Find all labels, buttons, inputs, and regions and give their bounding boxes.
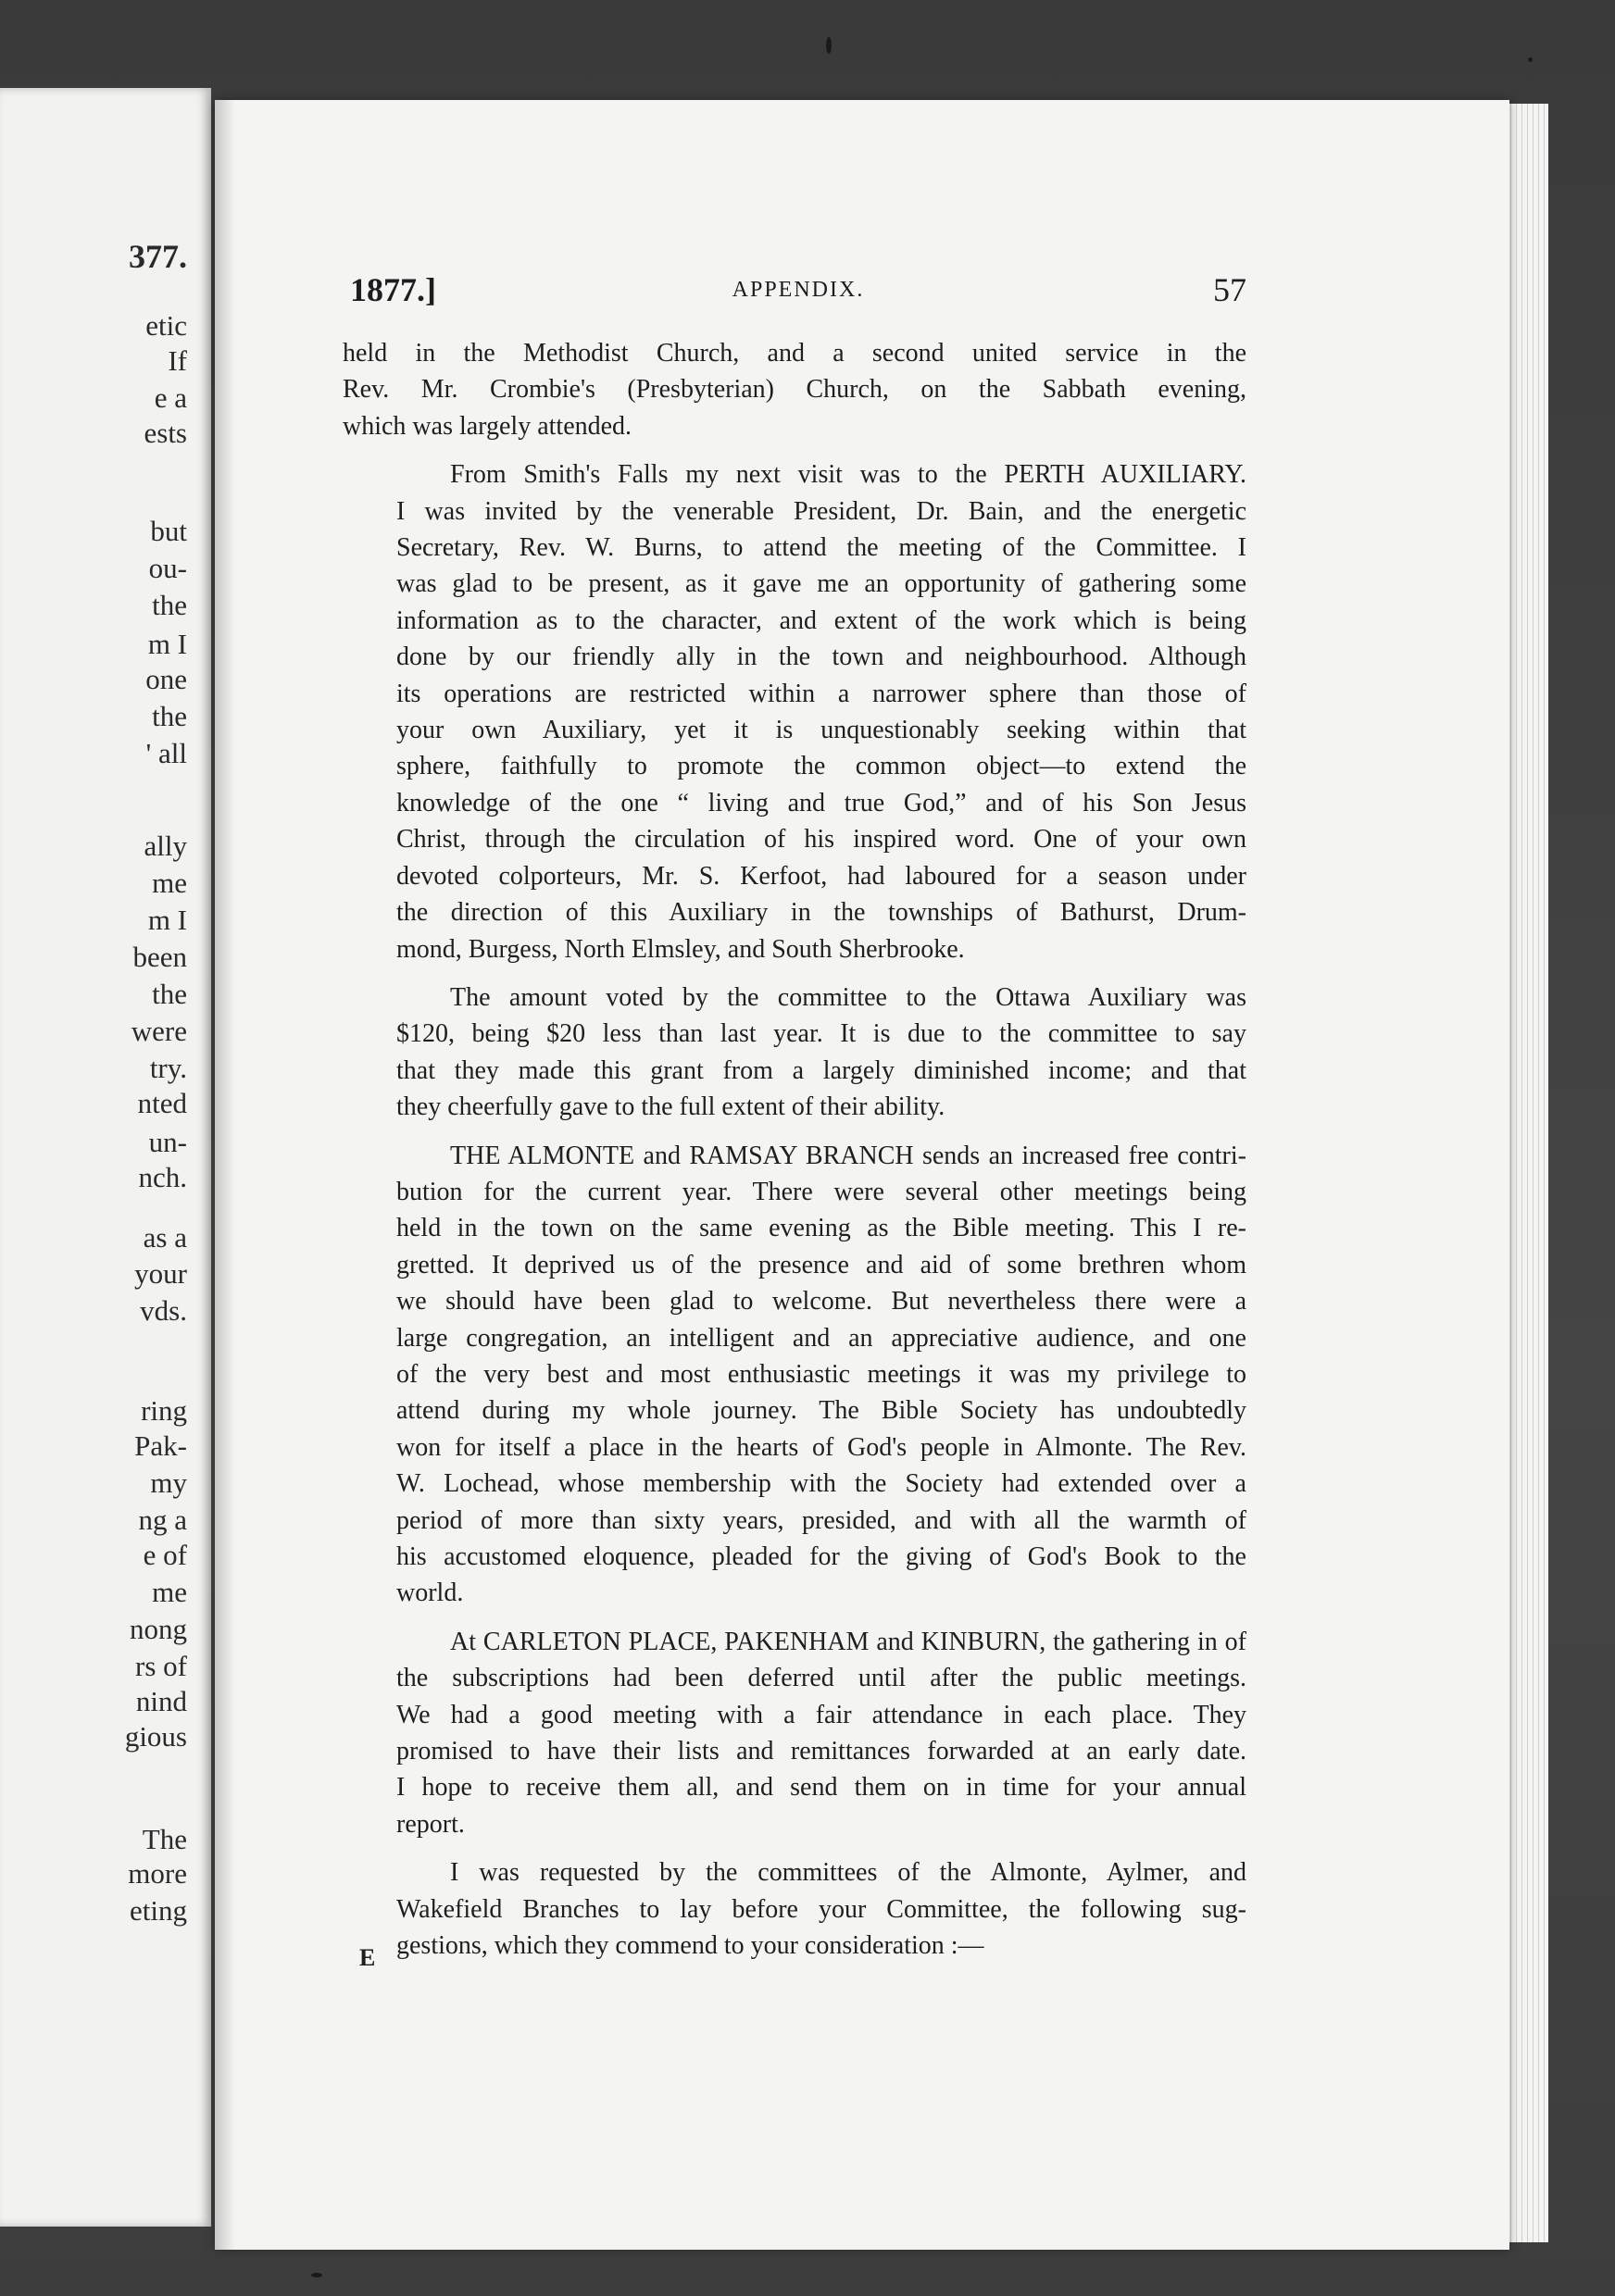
- facing-page: [0, 88, 211, 2227]
- text-line: Wakefield Branches to lay before your Committee, the following sug-: [396, 1894, 1246, 1924]
- facing-page-line: e of: [143, 1539, 187, 1571]
- text-line: bution for the current year. There were several other meetings being: [396, 1177, 1246, 1206]
- paragraph: [343, 1854, 1246, 1964]
- facing-page-line: eting: [130, 1894, 187, 1927]
- facing-page-line: ally: [144, 830, 187, 862]
- text-line: that they made this grant from a largely diminished income; and that: [396, 1055, 1246, 1085]
- running-header: [350, 270, 1246, 317]
- dust-speck: [1528, 57, 1533, 62]
- body-text: [343, 335, 1246, 1976]
- facing-page-line: The: [142, 1823, 187, 1855]
- text-line: At CARLETON PLACE, PAKENHAM and KINBURN, the gathering in of: [450, 1627, 1246, 1656]
- facing-page-line: Pak-: [134, 1429, 187, 1462]
- facing-page-line: me: [152, 1576, 187, 1608]
- facing-page-line: try.: [149, 1052, 187, 1084]
- paragraph: [343, 1624, 1246, 1842]
- text-line: won for itself a place in the hearts of God's people in Almonte. The Rev.: [396, 1432, 1246, 1462]
- paragraph: [343, 980, 1246, 1126]
- page-number: 57: [1213, 271, 1246, 308]
- text-line: I was invited by the venerable President, Dr. Bain, and the energetic: [396, 496, 1246, 526]
- paragraph: [343, 456, 1246, 967]
- facing-page-line: rs of: [135, 1650, 187, 1682]
- dust-speck: [311, 2273, 322, 2277]
- text-line: attend during my whole journey. The Bible Society has undoubtedly: [396, 1396, 1246, 1426]
- signature-mark: E: [359, 1944, 376, 1971]
- paragraph: [343, 1138, 1246, 1612]
- text-line: The amount voted by the committee to the Ottawa Auxiliary was: [450, 982, 1246, 1012]
- facing-page-line: If: [168, 344, 187, 377]
- facing-page-line: as a: [143, 1221, 187, 1254]
- facing-page-line: m I: [147, 904, 187, 936]
- facing-page-line: vds.: [140, 1294, 187, 1327]
- text-line: We had a good meeting with a fair attendance in each place. They: [396, 1700, 1246, 1729]
- facing-page-line: ng a: [138, 1504, 187, 1536]
- text-line: devoted colporteurs, Mr. S. Kerfoot, had laboured for a season under: [396, 861, 1246, 891]
- facing-page-line: the: [152, 589, 187, 621]
- text-line: was glad to be present, as it gave me an opportunity of gathering some: [396, 569, 1246, 599]
- facing-page-line: been: [132, 941, 187, 973]
- facing-page-line: 377.: [129, 238, 187, 275]
- text-line: W. Lochead, whose membership with the Society had extended over a: [396, 1469, 1246, 1499]
- text-line: done by our friendly ally in the town and neighbourhood. Although: [396, 643, 1246, 672]
- text-line: Christ, through the circulation of his inspired word. One of your own: [396, 825, 1246, 855]
- text-line: of the very best and most enthusiastic meetings it was my privilege to: [396, 1359, 1246, 1389]
- facing-page-line: m I: [147, 628, 187, 660]
- facing-page-line: e a: [154, 381, 187, 414]
- header-year: 1877.]: [350, 271, 436, 308]
- page-gutter-shadow: [215, 100, 235, 2250]
- facing-page-line: nted: [137, 1087, 187, 1119]
- text-line: I hope to receive them all, and send them on in time for your annual: [396, 1773, 1246, 1803]
- paragraph: [343, 335, 1246, 444]
- text-line: From Smith's Falls my next visit was to the PERTH AUXILIARY.: [450, 460, 1246, 490]
- facing-page-line: were: [131, 1015, 187, 1047]
- text-line: world.: [396, 1578, 464, 1608]
- text-line: the subscriptions had been deferred until after the public meetings.: [396, 1664, 1246, 1693]
- facing-page-line: but: [150, 515, 187, 547]
- facing-page-line: gious: [124, 1720, 187, 1753]
- facing-page-line: my: [150, 1466, 187, 1499]
- facing-page-line: nind: [135, 1685, 187, 1717]
- text-line: they cheerfully gave to the full extent of their ability.: [396, 1092, 945, 1122]
- text-line: report.: [396, 1809, 465, 1839]
- text-line: THE ALMONTE and RAMSAY BRANCH sends an increased free contri-: [450, 1141, 1246, 1170]
- text-line: the direction of this Auxiliary in the townships of Bathurst, Drum-: [396, 898, 1246, 928]
- text-line: held in the Methodist Church, and a second united service in the: [343, 339, 1246, 368]
- facing-page-line: the: [152, 700, 187, 732]
- text-line: gretted. It deprived us of the presence and aid of some brethren whom: [396, 1250, 1246, 1279]
- text-line: which was largely attended.: [343, 411, 632, 441]
- text-line: its operations are restricted within a narrower sphere than those of: [396, 679, 1246, 708]
- facing-page-line: ring: [141, 1394, 187, 1427]
- text-line: we should have been glad to welcome. But nevertheless there were a: [396, 1287, 1246, 1316]
- facing-page-line: etic: [145, 309, 187, 342]
- facing-page-line: nong: [130, 1613, 187, 1645]
- text-line: Rev. Mr. Crombie's (Presbyterian) Church, on the Sabbath evening,: [343, 375, 1246, 405]
- facing-page-line: ou-: [148, 552, 187, 584]
- text-line: promised to have their lists and remittances forwarded at an early date.: [396, 1737, 1246, 1766]
- facing-page-line: your: [134, 1257, 187, 1290]
- text-line: his accustomed eloquence, pleaded for the giving of God's Book to the: [396, 1542, 1246, 1571]
- text-line: knowledge of the one “ living and true God,” and of his Son Jesus: [396, 788, 1246, 817]
- facing-page-line: un-: [148, 1126, 187, 1158]
- text-line: your own Auxiliary, yet it is unquestionably seeking within that: [396, 716, 1246, 745]
- text-line: held in the town on the same evening as the Bible meeting. This I re-: [396, 1214, 1246, 1243]
- dust-speck: [826, 37, 832, 54]
- text-line: $120, being $20 less than last year. It is due to the committee to say: [396, 1019, 1246, 1049]
- text-line: mond, Burgess, North Elmsley, and South Sherbrooke.: [396, 934, 965, 964]
- facing-page-line: the: [152, 978, 187, 1010]
- facing-page-line: nch.: [138, 1161, 187, 1193]
- header-title: APPENDIX.: [732, 278, 865, 302]
- facing-page-line: ' all: [145, 737, 187, 769]
- text-line: information as to the character, and extent of the work which is being: [396, 605, 1246, 635]
- facing-page-line: ests: [144, 417, 187, 449]
- text-line: gestions, which they commend to your consideration :—: [396, 1931, 984, 1961]
- facing-page-line: more: [128, 1857, 187, 1890]
- text-line: period of more than sixty years, presided, and with all the warmth of: [396, 1505, 1246, 1535]
- facing-page-line: one: [145, 663, 187, 695]
- text-line: large congregation, an intelligent and an appreciative audience, and one: [396, 1323, 1246, 1353]
- facing-page-line: me: [152, 867, 187, 899]
- text-line: I was requested by the committees of the Almonte, Aylmer, and: [450, 1858, 1246, 1888]
- text-line: Secretary, Rev. W. Burns, to attend the meeting of the Committee. I: [396, 533, 1246, 563]
- text-line: sphere, faithfully to promote the common object—to extend the: [396, 752, 1246, 781]
